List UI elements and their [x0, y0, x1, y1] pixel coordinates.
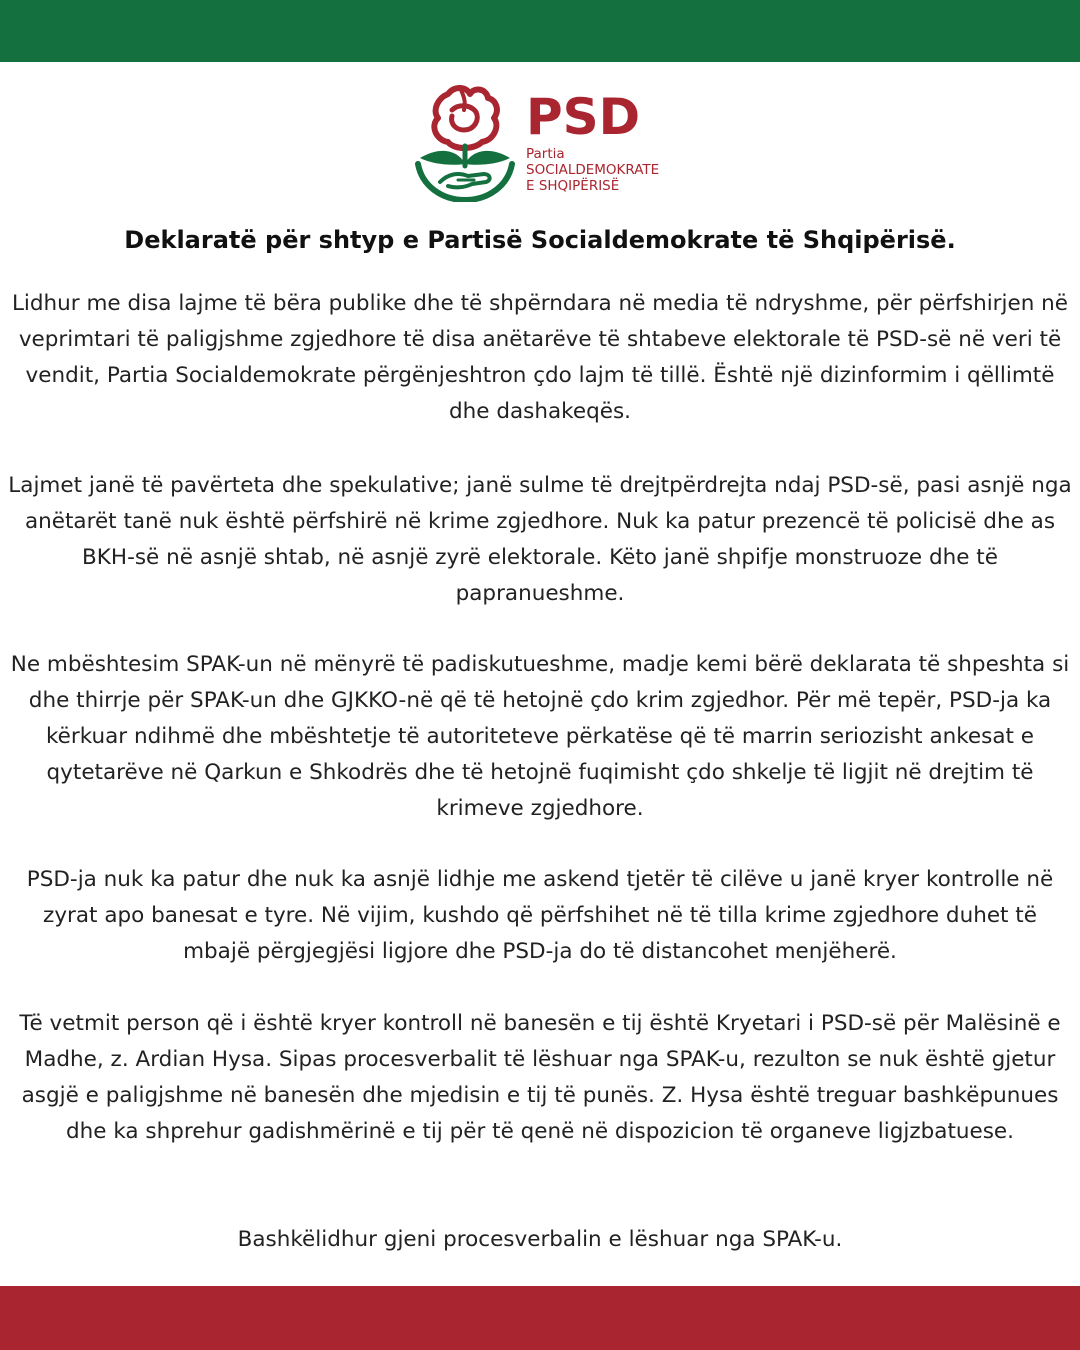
press-statement-title: Deklaratë për shtyp e Partisë Socialdemokrate të Shqipërisë. — [124, 226, 956, 254]
logo-line-2: SOCIALDEMOKRATE — [526, 162, 660, 178]
paragraph-5: Të vetmit person që i është kryer kontroll në banesën e tij është Kryetari i PSD-së për Malësinë e Madhe, z. Ardian Hysa. Sipas procesverbalit të lëshuar nga SPAK-u, rezulton se nuk është gjetur asgjë e paligjshme në banesën dhe mjedisin e tij të punës. Z. Hysa është treguar bashkëpunues dhe ka shprehur gadishmërinë e tij për të qenë në dispozicion të organeve ligjzbatuese. — [19, 1011, 1061, 1144]
paragraph-1: Lidhur me disa lajme të bëra publike dhe të shpërndara në media të ndryshme, për përfshirjen në veprimtari të paligjshme zgjedhore të disa anëtarëve të shtabeve elektorale të PSD-së në veri të vendit, Partia Socialdemokrate përgënjeshtron çdo lajm të tillë. Është një dizinformim i qëllimtë dhe dashakeqës. — [11, 291, 1069, 424]
bottom-red-band — [0, 1286, 1080, 1350]
paragraph-3: Ne mbështesim SPAK-un në mënyrë të padiskutueshme, madje kemi bërë deklarata të shpeshta si dhe thirrje për SPAK-un dhe GJKKO-në që të hetojnë çdo krim zgjedhor. Për më tepër, PSD-ja ka kërkuar ndihmë dhe mbështetje të autoriteteve përkatëse që të marrin seriozisht ankesat e qytetarëve në Qarkun e Shkodrës dhe të hetojnë fuqimisht çdo shkelje të ligjit në drejtim të krimeve zgjedhore. — [10, 652, 1070, 821]
top-green-band — [0, 0, 1080, 62]
logo-line-1: Partia — [526, 146, 565, 162]
rose-handshake-icon — [418, 88, 512, 200]
psd-logo — [414, 84, 674, 202]
paragraph-2: Lajmet janë të pavërteta dhe spekulative; janë sulme të drejtpërdrejta ndaj PSD-së, pasi asnjë nga anëtarët tanë nuk është përfshirë në krime zgjedhore. Nuk ka patur prezencë të policisë dhe as BKH-së në asnjë shtab, në asnjë zyrë elektorale. Këto janë shpifje monstruoze dhe të papranueshme. — [8, 473, 1072, 606]
logo-abbreviation: PSD — [526, 88, 641, 146]
paragraph-4: PSD-ja nuk ka patur dhe nuk ka asnjë lidhje me askend tjetër të cilëve u janë kryer kontrolle në zyrat apo banesat e tyre. Në vijim, kushdo që përfshihet në të tilla krime zgjedhore duhet të mbajë përgjegjësi ligjore dhe PSD-ja do të distancohet menjëherë. — [26, 867, 1054, 964]
paragraph-6: Bashkëlidhur gjeni procesverbalin e lëshuar nga SPAK-u. — [237, 1227, 843, 1252]
logo-line-3: E SHQIPËRISË — [526, 178, 620, 194]
